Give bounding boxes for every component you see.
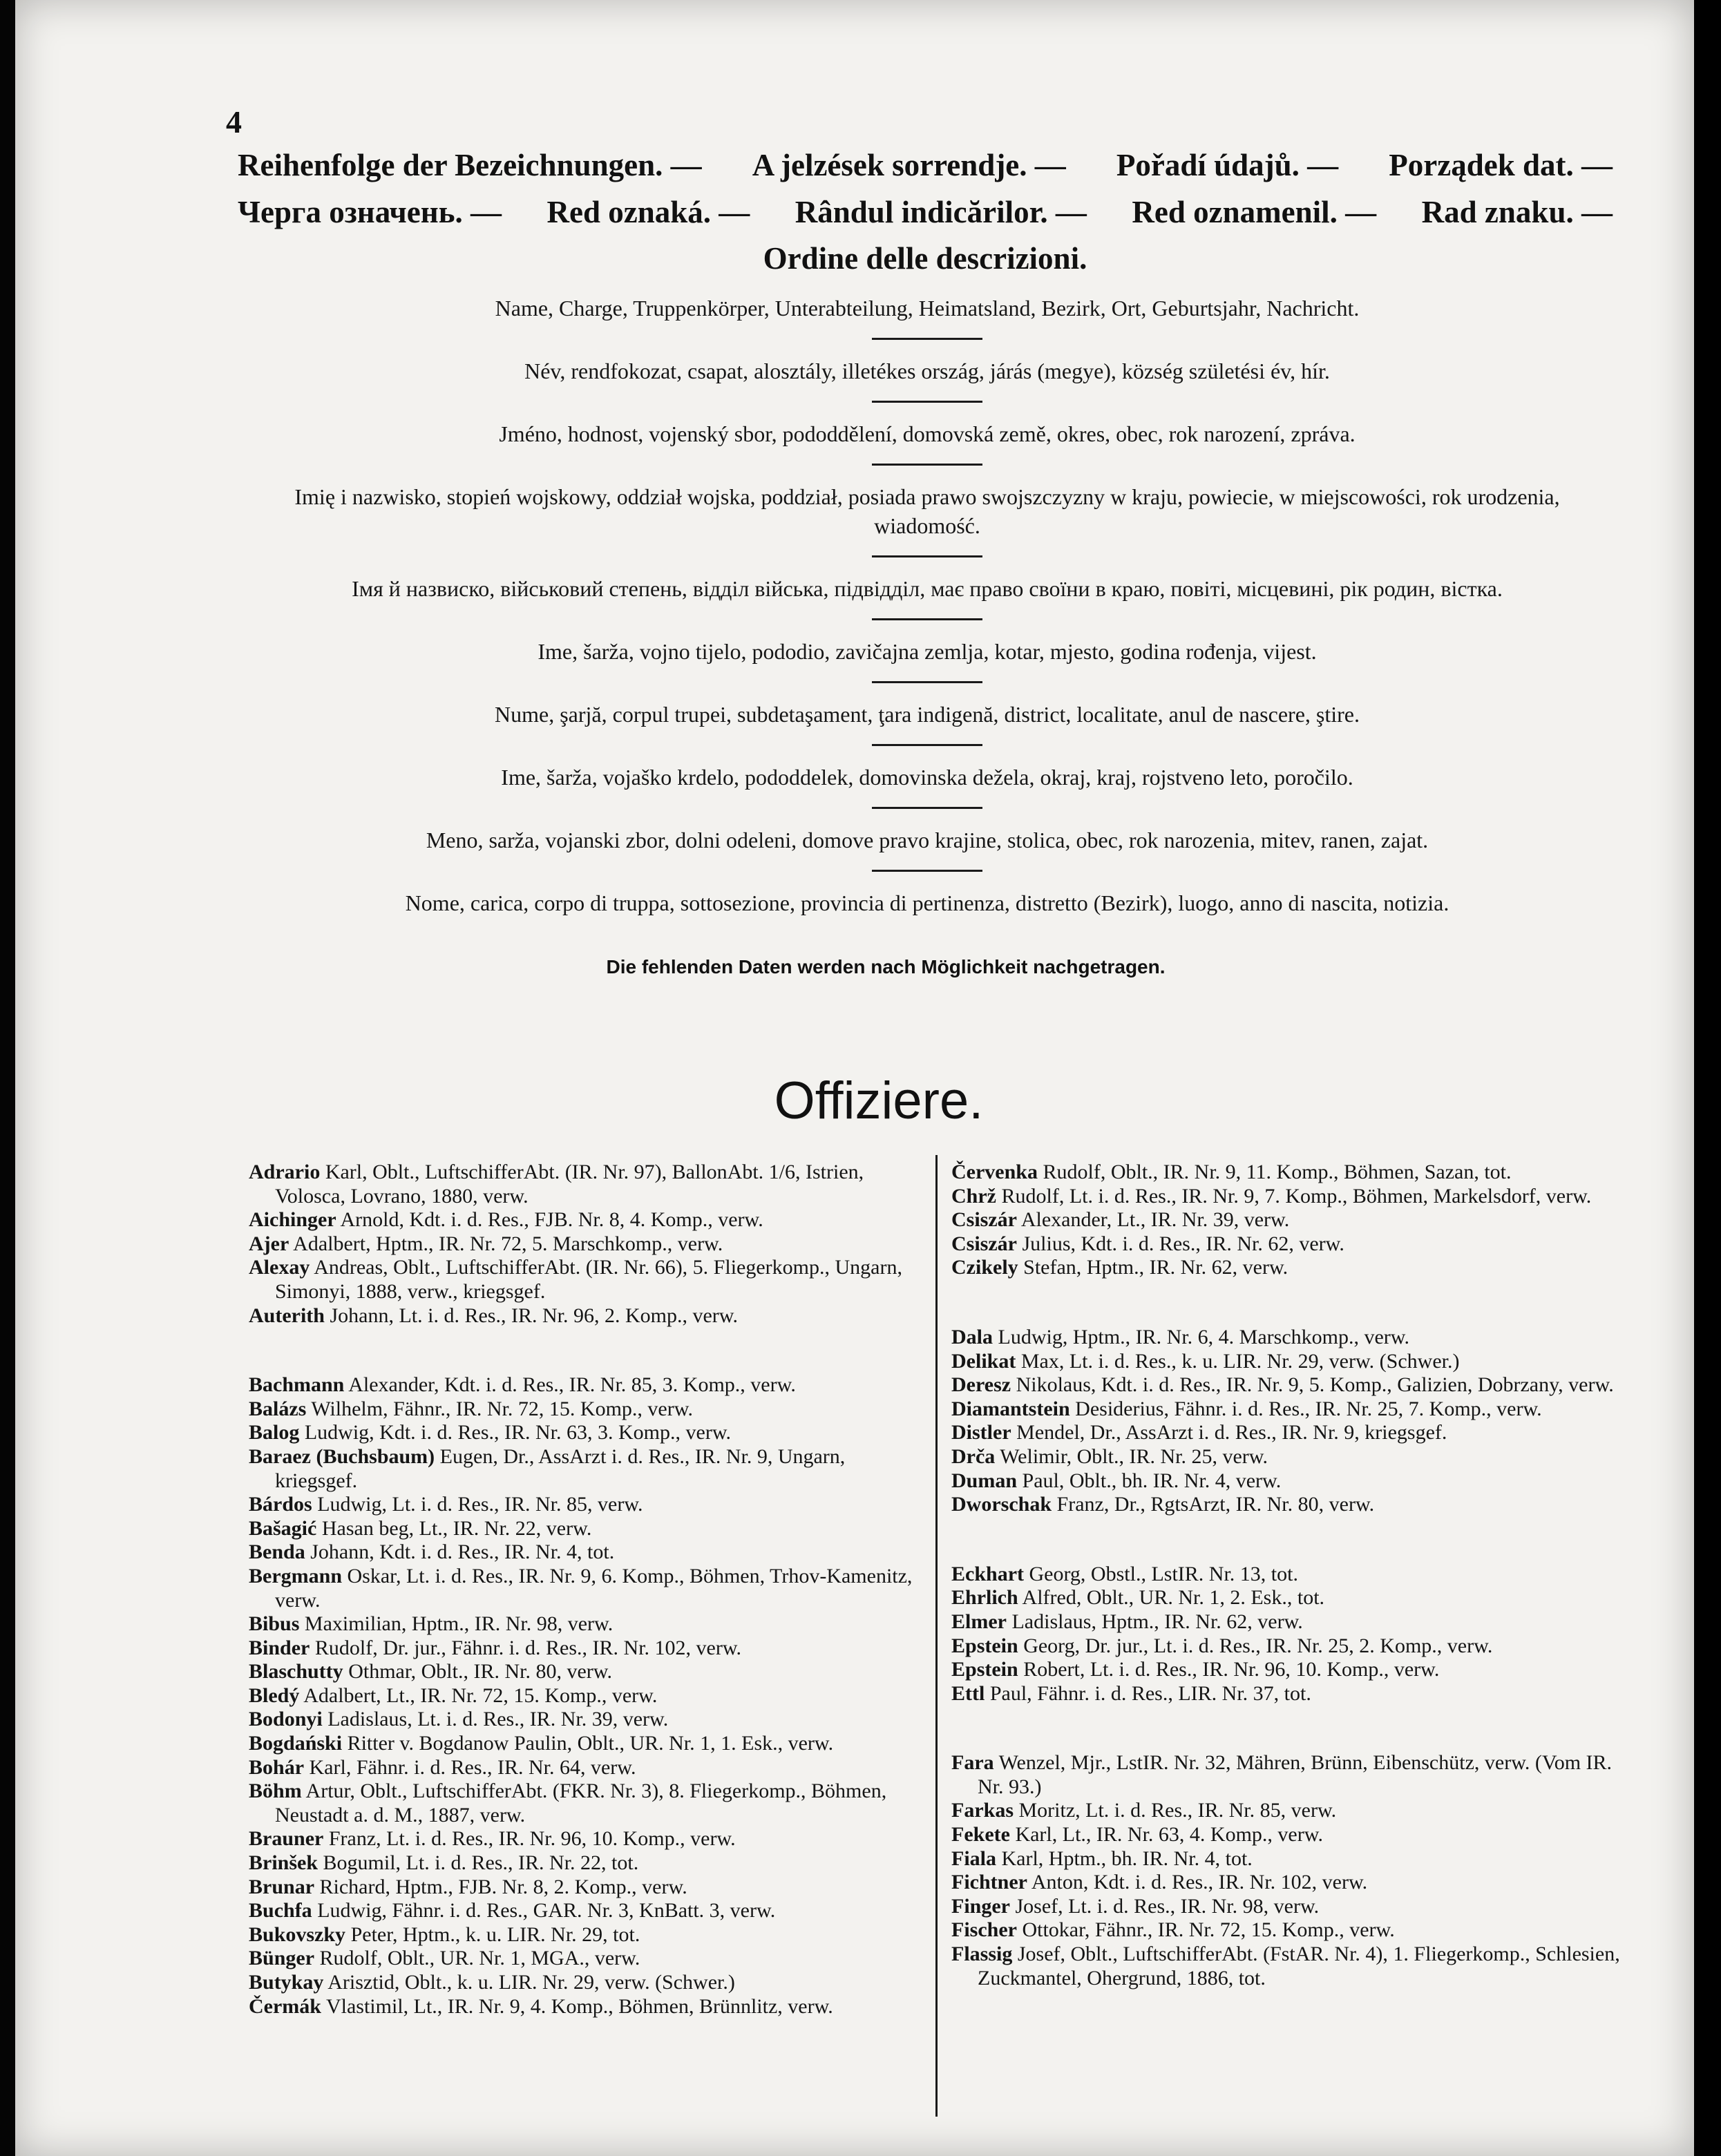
casualty-entry: [249, 1256, 922, 1304]
scanned-page: [15, 0, 1694, 2156]
casualty-entry: [951, 1161, 1632, 1185]
entry-surname: Auterith: [249, 1304, 325, 1327]
separator-rule: [872, 464, 982, 466]
key-line-polish: Imię i nazwisko, stopień wojskowy, oddział wojska, poddział, posiada prawo swojszczyzny w kraju, powiecie, w miejscowości, rok urodzenia, wiadomość.: [294, 484, 1560, 538]
entry-surname: Drča: [951, 1444, 996, 1468]
entry-surname: Csiszár: [951, 1208, 1017, 1232]
entry-surname: Czikely: [951, 1256, 1018, 1279]
casualty-entry: [951, 1586, 1632, 1610]
entry-surname: Bukovszky: [249, 1923, 346, 1946]
entry-details: Robert, Lt. i. d. Res., IR. Nr. 96, 10. Komp., verw.: [1023, 1658, 1440, 1681]
entry-details: Welimir, Oblt., IR. Nr. 25, verw.: [1000, 1444, 1268, 1468]
entry-details: Karl, Lt., IR. Nr. 63, 4. Komp., verw.: [1015, 1823, 1323, 1847]
entry-details: Desiderius, Fähnr. i. d. Res., IR. Nr. 25, 7. Komp., verw.: [1075, 1397, 1542, 1420]
casualty-entry: [249, 1208, 922, 1232]
casualty-entry: [951, 1232, 1632, 1257]
entry-surname: Adrario: [249, 1161, 321, 1183]
casualty-entry: [951, 1682, 1632, 1706]
separator-rule: [872, 618, 982, 620]
entry-details: Moritz, Lt. i. d. Res., IR. Nr. 85, verw.: [1018, 1799, 1337, 1822]
entry-details: Oskar, Lt. i. d. Res., IR. Nr. 9, 6. Komp., Böhmen, Trhov-Kamenitz, verw.: [275, 1564, 913, 1612]
casualty-entry: [951, 1373, 1632, 1397]
right-column: [951, 1161, 1632, 1990]
entry-surname: Elmer: [951, 1610, 1007, 1633]
casualty-entry: [249, 1780, 922, 1827]
entry-details: Johann, Lt. i. d. Res., IR. Nr. 96, 2. Komp., verw.: [330, 1304, 738, 1327]
title-slovene: Red oznamenil. —: [1132, 195, 1377, 229]
title-croatian: Red oznaká. —: [546, 195, 750, 229]
entry-details: Artur, Oblt., LuftschifferAbt. (FKR. Nr. 3), 8. Fliegerkomp., Böhmen, Neustadt a. d. M., 1887, verw.: [275, 1780, 887, 1826]
letter-group-gap: [951, 1280, 1632, 1326]
casualty-entry: [249, 1732, 922, 1756]
entry-surname: Farkas: [951, 1799, 1014, 1822]
entry-surname: Ehrlich: [951, 1586, 1018, 1610]
casualty-entry: [951, 1751, 1632, 1799]
entry-surname: Eckhart: [951, 1562, 1024, 1585]
entry-details: Stefan, Hptm., IR. Nr. 62, verw.: [1023, 1256, 1289, 1279]
key-line-romanian: Nume, şarjă, corpul trupei, subdetaşament, ţara indigenă, district, localitate, anul de nascere, ştire.: [495, 702, 1360, 727]
entry-details: Vlastimil, Lt., IR. Nr. 9, 4. Komp., Böhmen, Brünnlitz, verw.: [325, 1994, 833, 2018]
entry-details: Adalbert, Hptm., IR. Nr. 72, 5. Marschkomp., verw.: [293, 1232, 723, 1255]
entry-surname: Dala: [951, 1325, 993, 1348]
casualty-entry: [951, 1610, 1632, 1634]
entry-details: Max, Lt. i. d. Res., k. u. LIR. Nr. 29, verw. (Schwer.): [1020, 1349, 1460, 1373]
entry-details: Ottokar, Fähnr., IR. Nr. 72, 15. Komp., verw.: [1022, 1918, 1395, 1942]
letter-group-gap: [249, 1328, 922, 1373]
casualty-entry: [951, 1397, 1632, 1422]
casualty-entry: [249, 1995, 922, 2019]
entry-surname: Brunar: [249, 1875, 315, 1898]
casualty-entry: [249, 1517, 922, 1541]
page-number: 4: [226, 104, 242, 140]
entry-surname: Binder: [249, 1636, 310, 1659]
entry-details: Hasan beg, Lt., IR. Nr. 22, verw.: [321, 1516, 592, 1540]
entry-details: Georg, Dr. jur., Lt. i. d. Res., IR. Nr. 25, 2. Komp., verw.: [1023, 1634, 1493, 1657]
entry-surname: Butykay: [249, 1971, 324, 1994]
separator-rule: [872, 681, 982, 683]
entry-surname: Bohár: [249, 1755, 305, 1779]
entry-surname: Bárdos: [249, 1493, 312, 1516]
entry-details: Bogumil, Lt. i. d. Res., IR. Nr. 22, tot.: [323, 1851, 639, 1875]
entry-details: Ludwig, Fähnr. i. d. Res., GAR. Nr. 3, KnBatt. 3, verw.: [317, 1899, 776, 1923]
entry-details: Alexander, Kdt. i. d. Res., IR. Nr. 85, 3. Komp., verw.: [348, 1373, 796, 1397]
casualty-entry: [951, 1445, 1632, 1469]
entry-details: Julius, Kdt. i. d. Res., IR. Nr. 62, verw.: [1022, 1232, 1344, 1255]
entry-surname: Čermák: [249, 1994, 321, 2018]
title-ukrainian: Черга означень. —: [238, 195, 502, 229]
casualty-entry: [951, 1208, 1632, 1232]
entry-surname: Fischer: [951, 1918, 1017, 1942]
entry-surname: Ettl: [951, 1681, 985, 1705]
casualty-entry: [951, 1943, 1632, 1990]
entry-details: Richard, Hptm., FJB. Nr. 8, 2. Komp., verw.: [319, 1875, 687, 1898]
casualty-entry: [249, 1899, 922, 1923]
entry-surname: Bünger: [249, 1947, 315, 1970]
casualty-entry: [249, 1708, 922, 1732]
casualty-entry: [951, 1871, 1632, 1895]
title-italian: Ordine delle descrizioni.: [763, 241, 1087, 276]
entry-surname: Epstein: [951, 1658, 1018, 1681]
casualty-entry: [951, 1185, 1632, 1209]
separator-rule: [872, 338, 982, 340]
entry-surname: Finger: [951, 1894, 1010, 1918]
entry-surname: Delikat: [951, 1349, 1016, 1373]
entry-surname: Chrž: [951, 1184, 996, 1208]
casualty-entry: [249, 1971, 922, 1995]
entry-surname: Bašagić: [249, 1516, 317, 1540]
separator-rule: [872, 401, 982, 403]
entry-surname: Balázs: [249, 1397, 307, 1420]
key-line-hungarian: Név, rendfokozat, csapat, alosztály, illetékes ország, járás (megye), község születési év, hír.: [524, 359, 1330, 383]
entry-surname: Csiszár: [951, 1232, 1017, 1255]
entry-surname: Baraez (Buchsbaum): [249, 1444, 435, 1468]
casualty-entry: [951, 1658, 1632, 1682]
casualty-entry: [249, 1684, 922, 1708]
key-line-slovak: Meno, sarža, vojanski zbor, dolni odeleni, domove pravo krajine, stolica, obec, rok narozenia, mitev, ranen, zajat.: [426, 828, 1429, 852]
entry-details: Mendel, Dr., AssArzt i. d. Res., IR. Nr. 9, kriegsgef.: [1016, 1421, 1447, 1444]
entry-surname: Epstein: [951, 1634, 1018, 1657]
entry-surname: Böhm: [249, 1780, 302, 1803]
casualty-entry: [249, 1304, 922, 1328]
separator-rule: [872, 744, 982, 746]
separator-rule: [872, 870, 982, 872]
letter-group-gap: [951, 1517, 1632, 1563]
entry-details: Ludwig, Hptm., IR. Nr. 6, 4. Marschkomp., verw.: [998, 1325, 1409, 1348]
casualty-entry: [951, 1895, 1632, 1919]
entry-details: Maximilian, Hptm., IR. Nr. 98, verw.: [304, 1612, 614, 1636]
title-slovak: Rad znaku. —: [1421, 195, 1613, 229]
casualty-entry: [249, 1612, 922, 1637]
entry-details: Karl, Hptm., bh. IR. Nr. 4, tot.: [1001, 1847, 1253, 1870]
casualty-entry: [951, 1847, 1632, 1871]
entry-surname: Bibus: [249, 1612, 300, 1636]
casualty-entry: [951, 1326, 1632, 1350]
casualty-entry: [249, 1232, 922, 1257]
entry-surname: Distler: [951, 1421, 1011, 1444]
entry-surname: Brauner: [249, 1827, 324, 1851]
entry-details: Ladislaus, Hptm., IR. Nr. 62, verw.: [1011, 1610, 1303, 1633]
casualty-entry: [249, 1373, 922, 1397]
entry-surname: Alexay: [249, 1256, 310, 1279]
entry-details: Wilhelm, Fähnr., IR. Nr. 72, 15. Komp., verw.: [311, 1397, 693, 1420]
entry-surname: Červenka: [951, 1161, 1038, 1183]
entry-details: Franz, Lt. i. d. Res., IR. Nr. 96, 10. Komp., verw.: [328, 1827, 736, 1851]
entry-surname: Bledý: [249, 1683, 300, 1707]
entry-surname: Duman: [951, 1469, 1018, 1492]
entry-details: Rudolf, Oblt., UR. Nr. 1, MGA., verw.: [319, 1947, 640, 1970]
entry-surname: Aichinger: [249, 1208, 336, 1232]
entry-details: Ladislaus, Lt. i. d. Res., IR. Nr. 39, verw.: [327, 1708, 669, 1731]
entry-details: Franz, Dr., RgtsArzt, IR. Nr. 80, verw.: [1056, 1493, 1375, 1516]
entry-surname: Blaschutty: [249, 1660, 343, 1683]
entry-details: Rudolf, Oblt., IR. Nr. 9, 11. Komp., Böhmen, Sazan, tot.: [1043, 1161, 1512, 1183]
separator-rule: [872, 807, 982, 809]
casualty-entry: [249, 1851, 922, 1876]
entry-details: Wenzel, Mjr., LstIR. Nr. 32, Mähren, Brünn, Eibenschütz, verw. (Vom IR. Nr. 93.): [978, 1751, 1613, 1798]
entry-surname: Benda: [249, 1540, 305, 1564]
left-column: [249, 1161, 922, 2019]
entry-details: Arisztid, Oblt., k. u. LIR. Nr. 29, verw. (Schwer.): [327, 1971, 735, 1994]
casualty-entry: [249, 1445, 922, 1493]
entry-details: Josef, Lt. i. d. Res., IR. Nr. 98, verw.: [1015, 1894, 1320, 1918]
designation-order-titles: [238, 142, 1613, 281]
casualty-entry: [249, 1161, 922, 1208]
casualty-entry: [249, 1565, 922, 1612]
casualty-entry: [951, 1469, 1632, 1494]
entry-surname: Brinšek: [249, 1851, 318, 1875]
column-divider: [935, 1155, 938, 2117]
entry-details: Ritter v. Bogdanow Paulin, Oblt., UR. Nr. 1, 1. Esk., verw.: [347, 1732, 834, 1755]
designation-key: [278, 294, 1577, 917]
entry-details: Ludwig, Lt. i. d. Res., IR. Nr. 85, verw.: [317, 1493, 643, 1516]
casualty-entry: [249, 1876, 922, 1900]
title-german: Reihenfolge der Bezeichnungen. —: [238, 148, 702, 182]
casualty-entry: [951, 1563, 1632, 1587]
casualty-entry: [951, 1799, 1632, 1823]
title-row-2: [238, 189, 1613, 236]
entry-details: Ludwig, Kdt. i. d. Res., IR. Nr. 63, 3. Komp., verw.: [304, 1421, 732, 1444]
entry-details: Rudolf, Lt. i. d. Res., IR. Nr. 9, 7. Komp., Böhmen, Markelsdorf, verw.: [1001, 1184, 1592, 1208]
casualty-entry: [249, 1923, 922, 1947]
entry-details: Karl, Fähnr. i. d. Res., IR. Nr. 64, verw.: [309, 1755, 636, 1779]
entry-surname: Balog: [249, 1421, 300, 1444]
casualty-entry: [951, 1823, 1632, 1847]
scan-border: [1694, 0, 1721, 2156]
entry-details: Rudolf, Dr. jur., Fähnr. i. d. Res., IR. Nr. 102, verw.: [314, 1636, 742, 1659]
key-line-italian: Nome, carica, corpo di truppa, sottosezione, provincia di pertinenza, distretto (Bezirk), luogo, anno di nascita, notizia.: [405, 890, 1449, 915]
entry-details: Karl, Oblt., LuftschifferAbt. (IR. Nr. 97), BallonAbt. 1/6, Istrien, Volosca, Lovrano, 1880, verw.: [275, 1161, 864, 1208]
casualty-entry: [951, 1634, 1632, 1659]
casualty-entry: [249, 1637, 922, 1661]
casualty-entry: [249, 1756, 922, 1780]
casualty-entry: [951, 1493, 1632, 1517]
entry-surname: Bogdański: [249, 1732, 343, 1755]
section-title: Offiziere.: [774, 1071, 984, 1130]
casualty-entry: [249, 1397, 922, 1422]
title-czech: Pořadí údajů. —: [1116, 148, 1339, 182]
entry-details: Anton, Kdt. i. d. Res., IR. Nr. 102, verw.: [1031, 1871, 1368, 1894]
entry-surname: Diamantstein: [951, 1397, 1070, 1420]
key-line-slovene: Ime, šarža, vojaško krdelo, pododdelek, domovinska dežela, okraj, kraj, rojstveno leto, poročilo.: [501, 765, 1353, 790]
entry-surname: Deresz: [951, 1373, 1011, 1397]
entry-surname: Buchfa: [249, 1899, 312, 1923]
entry-details: Arnold, Kdt. i. d. Res., FJB. Nr. 8, 4. Komp., verw.: [340, 1208, 763, 1232]
entry-details: Othmar, Oblt., IR. Nr. 80, verw.: [348, 1660, 612, 1683]
entry-surname: Bergmann: [249, 1564, 342, 1587]
casualty-entry: [249, 1421, 922, 1445]
missing-data-note: Die fehlenden Daten werden nach Möglichkeit nachgetragen.: [606, 956, 1166, 977]
casualty-entry: [951, 1421, 1632, 1445]
casualty-entry: [951, 1918, 1632, 1943]
entry-details: Alfred, Oblt., UR. Nr. 1, 2. Esk., tot.: [1022, 1586, 1325, 1610]
casualty-entry: [249, 1660, 922, 1684]
entry-details: Paul, Fähnr. i. d. Res., LIR. Nr. 37, tot.: [989, 1681, 1311, 1705]
title-polish: Porządek dat. —: [1389, 148, 1613, 182]
entry-details: Adalbert, Lt., IR. Nr. 72, 15. Komp., verw.: [303, 1683, 658, 1707]
casualty-entry: [951, 1256, 1632, 1280]
entry-surname: Ajer: [249, 1232, 289, 1255]
entry-surname: Flassig: [951, 1943, 1013, 1966]
casualty-entry: [951, 1350, 1632, 1374]
key-line-german: Name, Charge, Truppenkörper, Unterabteilung, Heimatsland, Bezirk, Ort, Geburtsjahr, Nachricht.: [495, 296, 1360, 321]
key-line-ukrainian: Імя й назвиско, військовий степень, відділ війська, підвідділ, має право своїни в краю, повіті, місцевині, рік родин, вістка.: [352, 576, 1503, 601]
entry-details: Andreas, Oblt., LuftschifferAbt. (IR. Nr. 66), 5. Fliegerkomp., Ungarn, Simonyi, 1888, verw., kriegsgef.: [275, 1256, 902, 1303]
casualty-entry: [249, 1947, 922, 1971]
entry-details: Paul, Oblt., bh. IR. Nr. 4, verw.: [1022, 1469, 1282, 1492]
entry-details: Alexander, Lt., IR. Nr. 39, verw.: [1020, 1208, 1290, 1232]
entry-details: Eugen, Dr., AssArzt i. d. Res., IR. Nr. 9, Ungarn, kriegsgef.: [275, 1444, 846, 1492]
entry-surname: Dworschak: [951, 1493, 1052, 1516]
entry-surname: Fara: [951, 1751, 994, 1775]
entry-details: Peter, Hptm., k. u. LIR. Nr. 29, tot.: [350, 1923, 640, 1946]
title-romanian: Rândul indicărilor. —: [795, 195, 1087, 229]
entry-surname: Fiala: [951, 1847, 996, 1870]
separator-rule: [872, 555, 982, 557]
title-row-1: [238, 142, 1613, 189]
entry-details: Georg, Obstl., LstIR. Nr. 13, tot.: [1029, 1562, 1298, 1585]
entry-surname: Bodonyi: [249, 1708, 323, 1731]
title-hungarian: A jelzések sorrendje. —: [752, 148, 1066, 182]
key-line-czech: Jméno, hodnost, vojenský sbor, pododdělení, domovská země, okres, obec, rok narození, zpráva.: [499, 421, 1356, 446]
letter-group-gap: [951, 1706, 1632, 1751]
key-line-croatian: Ime, šarža, vojno tijelo, pododio, zavičajna zemlja, kotar, mjesto, godina rođenja, vijest.: [538, 639, 1317, 664]
entry-surname: Fichtner: [951, 1871, 1027, 1894]
casualty-entry: [249, 1493, 922, 1517]
entry-surname: Fekete: [951, 1823, 1010, 1847]
entry-details: Johann, Kdt. i. d. Res., IR. Nr. 4, tot.: [310, 1540, 615, 1564]
casualty-entry: [249, 1827, 922, 1851]
entry-surname: Bachmann: [249, 1373, 345, 1397]
entry-details: Nikolaus, Kdt. i. d. Res., IR. Nr. 9, 5. Komp., Galizien, Dobrzany, verw.: [1016, 1373, 1614, 1397]
casualty-entry: [249, 1540, 922, 1565]
entry-details: Josef, Oblt., LuftschifferAbt. (FstAR. Nr. 4), 1. Fliegerkomp., Schlesien, Zuckmantel, Ohergrund, 1886, tot.: [978, 1943, 1620, 1990]
